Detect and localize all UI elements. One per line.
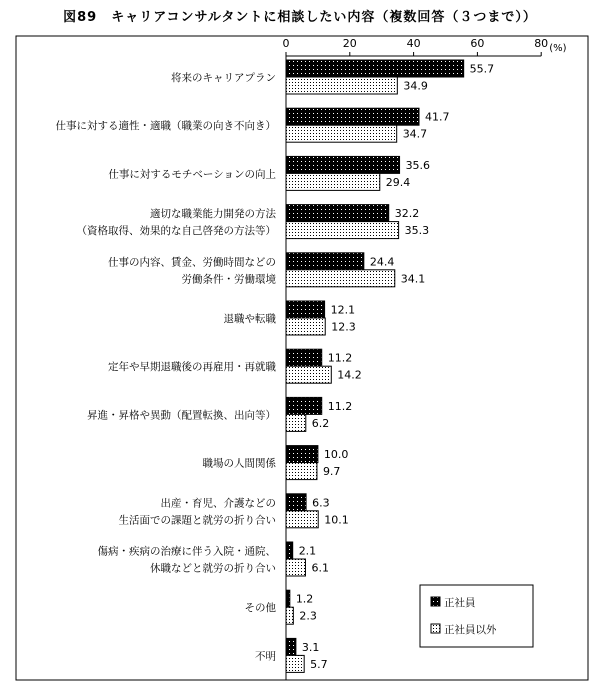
bar-regular [286,446,318,463]
data-label-non-regular: 14.2 [337,368,362,382]
data-label-non-regular: 34.7 [402,127,428,141]
legend-label-regular: 正社員 [444,597,476,609]
bar-regular [286,301,325,318]
bar-regular [286,542,293,559]
x-tick-label: 60 [470,37,485,50]
category-label: 将来のキャリアプラン [171,72,276,84]
data-label-regular: 41.7 [425,110,450,124]
category-label: 仕事の内容、賃金、労働時間などの [108,256,276,269]
bar-regular [286,253,364,270]
bar-non-regular [286,511,318,528]
data-label-non-regular: 2.3 [299,609,317,623]
bar-non-regular [286,463,317,480]
data-label-non-regular: 34.1 [400,272,426,286]
bar-regular [286,638,296,655]
category-label: 仕事に対するモチベーションの向上 [108,168,276,181]
bar-non-regular [286,559,305,576]
category-label: 出産・育児、介護などの [160,497,276,510]
bar-regular [286,494,306,511]
category-label: 退職や転職 [223,313,276,325]
data-label-regular: 35.6 [405,158,431,172]
bar-non-regular [286,414,306,431]
category-label: 生活面での課題と就労の折り合い [118,514,276,527]
data-label-non-regular: 35.3 [404,224,430,238]
category-label: 適切な職業能力開発の方法 [150,208,276,221]
data-label-non-regular: 5.7 [310,657,328,671]
category-label: 昇進・昇格や異動（配置転換、出向等） [87,409,276,422]
bar-regular [286,205,389,222]
bar-non-regular [286,270,395,287]
bar-non-regular [286,222,399,239]
data-label-regular: 1.2 [295,592,314,606]
bar-non-regular [286,366,331,383]
legend-swatch-non-regular [431,624,440,633]
bar-regular [286,156,400,173]
data-label-non-regular: 6.2 [311,416,330,430]
legend [420,585,533,647]
x-tick-label: 20 [342,37,357,50]
bar-regular [286,60,464,77]
data-label-non-regular: 6.1 [311,561,329,575]
category-label: 不明 [255,650,276,663]
category-label: 傷病・疾病の治療に伴う入院・通院、 [97,545,276,558]
legend-box [420,585,533,647]
data-label-non-regular: 10.1 [324,513,349,527]
data-label-regular: 6.3 [312,496,330,510]
data-label-regular: 55.7 [469,62,495,76]
category-label: （資格取得、効果的な自己啓発の方法等） [76,225,276,238]
bar-regular [286,108,419,125]
bar-non-regular [286,77,397,94]
data-label-regular: 12.1 [330,303,356,317]
data-label-non-regular: 34.9 [403,79,428,93]
data-label-regular: 11.2 [327,351,353,365]
x-tick-label: 40 [406,37,421,50]
category-label: 仕事に対する適性・適職（職業の向き不向き） [55,120,276,133]
bar-non-regular [286,607,293,624]
data-label-regular: 32.2 [394,207,420,221]
data-label-regular: 24.4 [369,255,395,269]
category-label: 休職などと就労の折り合い [150,562,276,575]
bar-non-regular [286,125,397,142]
data-label-regular: 2.1 [298,544,317,558]
category-label: その他 [244,602,276,615]
category-label: 職場の人間関係 [202,457,276,470]
bar-non-regular [286,173,380,190]
x-unit-label: (%) [549,43,567,54]
data-label-regular: 10.0 [323,448,349,462]
data-label-regular: 11.2 [327,399,353,413]
bar-regular [286,590,290,607]
data-label-non-regular: 9.7 [322,465,341,479]
data-label-non-regular: 12.3 [331,320,356,334]
chart-title: 図89 キャリアコンサルタントに相談したい内容（複数回答（３つまで）） [63,10,537,25]
x-tick-label: 0 [282,37,290,50]
category-label: 定年や早期退職後の再雇用・再就職 [108,361,276,374]
bar-regular [286,397,322,414]
data-label-non-regular: 29.4 [385,175,411,189]
x-tick-label: 80 [534,37,549,50]
legend-label-non-regular: 正社員以外 [444,624,497,636]
bar-regular [286,349,322,366]
data-label-regular: 3.1 [301,640,320,654]
bar-non-regular [286,655,304,672]
category-label: 労働条件・労働環境 [181,273,276,286]
legend-swatch-regular [431,597,440,606]
bar-non-regular [286,318,325,335]
